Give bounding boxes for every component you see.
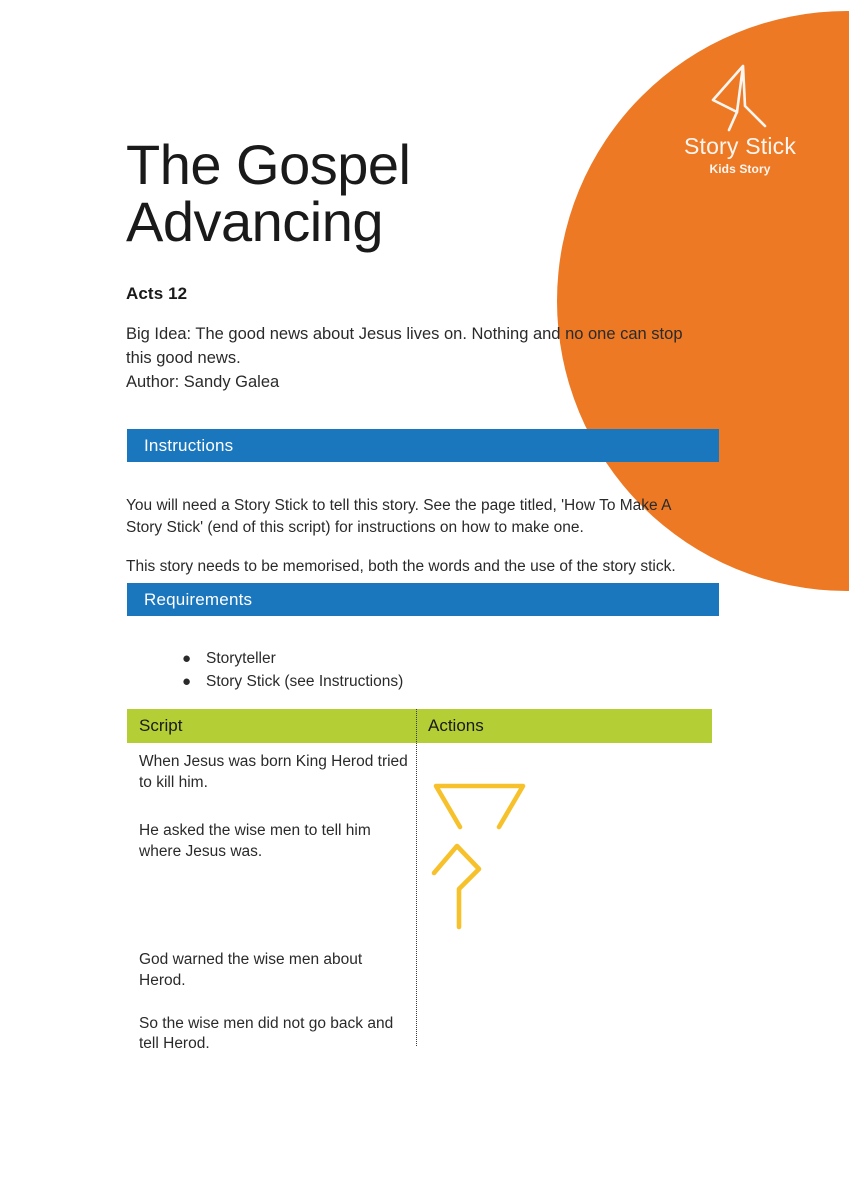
- table-row: He asked the wise men to tell him where Jesus was.: [139, 822, 371, 860]
- table-row: So the wise men did not go back and tell Herod.: [139, 1014, 394, 1053]
- table-header-row: [127, 709, 712, 743]
- table-row: When Jesus was born King Herod tried to kill him.: [139, 753, 408, 791]
- list-item: [182, 671, 682, 694]
- table-row: God warned the wise men about Herod.: [139, 951, 363, 990]
- row-spacer: [139, 992, 409, 1014]
- instructions-body: [126, 495, 704, 578]
- section-header-requirements: Requirements: [127, 583, 719, 616]
- bullet-icon: ●: [182, 672, 192, 690]
- row-spacer: [139, 793, 409, 821]
- list-item-label: Story Stick (see Instructions): [206, 672, 404, 690]
- script-actions-table: [127, 709, 712, 1053]
- instructions-paragraph-2: This story needs to be memorised, both the words and the use of the story stick.: [126, 558, 676, 575]
- section-header-instructions: Instructions: [127, 429, 719, 462]
- page-title-line-1: The Gospel: [126, 132, 411, 196]
- story-stick-zigzag-icon: [429, 841, 539, 931]
- intro-block: [126, 323, 696, 394]
- list-item: [182, 648, 682, 671]
- column-header-actions: Actions: [428, 716, 484, 735]
- brand-name: Story Stick: [683, 133, 797, 159]
- scripture-reference: Acts 12: [126, 284, 188, 303]
- brand-tagline: Kids Story: [709, 162, 771, 177]
- big-idea-text: Big Idea: The good news about Jesus lives on. Nothing and no one can stop this good news.: [126, 325, 683, 367]
- author-text: Author: Sandy Galea: [126, 372, 280, 391]
- bullet-icon: ●: [182, 650, 192, 667]
- requirements-list: [126, 648, 682, 694]
- story-stick-trapezoid-icon: [423, 781, 533, 837]
- script-column: [127, 743, 409, 1055]
- instructions-paragraph-1: You will need a Story Stick to tell this story. See the page titled, 'How To Make A Story Stick' (end of this script) for instructions on how to make one.: [126, 497, 671, 536]
- page-title-line-2: Advancing: [126, 189, 384, 253]
- actions-column: [423, 743, 712, 1046]
- table-body: [127, 743, 712, 1053]
- page-title: [126, 132, 556, 253]
- column-header-script: Script: [139, 716, 183, 735]
- list-item-label: Storyteller: [206, 650, 276, 667]
- row-spacer: [139, 862, 409, 950]
- column-divider: [416, 709, 417, 1046]
